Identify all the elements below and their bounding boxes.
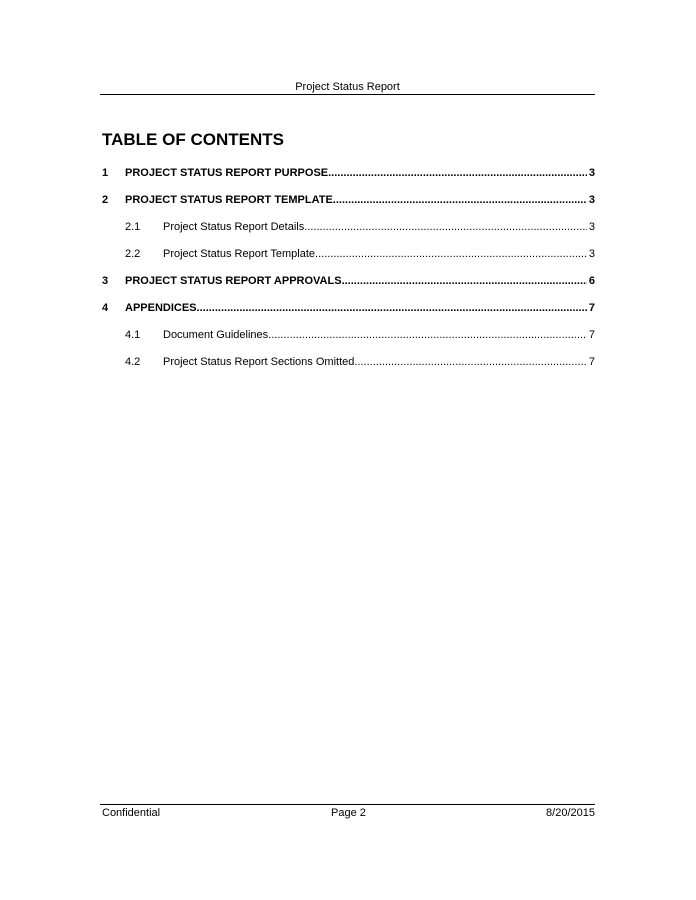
table-of-contents [102,159,595,375]
toc-entry-title: PROJECT STATUS REPORT TEMPLATE [125,193,333,206]
toc-entry-page: 7 [588,328,595,341]
toc-entry-title: APPENDICES [125,301,197,314]
dot-leader [328,167,587,179]
toc-entry-number: 2 [102,193,109,206]
dot-leader [304,221,587,233]
page-footer [102,807,595,819]
toc-entry-title: Project Status Report Details [163,220,305,233]
toc-entry-number: 4.1 [125,328,141,341]
toc-entry-title: PROJECT STATUS REPORT APPROVALS [125,274,342,287]
toc-entry[interactable] [102,159,595,186]
dot-leader [315,248,587,260]
toc-entry-number: 2.2 [125,247,141,260]
toc-entry-title: Project Status Report Template [163,247,316,260]
footer-date: 8/20/2015 [546,807,595,819]
dot-leader [354,356,587,368]
toc-entry-number: 2.1 [125,220,141,233]
toc-entry-page: 3 [588,220,595,233]
toc-heading: TABLE OF CONTENTS [102,130,284,149]
toc-entry[interactable] [102,348,595,375]
dot-leader [197,302,587,314]
toc-entry[interactable] [102,213,595,240]
toc-entry-number: 4.2 [125,355,141,368]
toc-entry-number: 1 [102,166,109,179]
toc-entry[interactable] [102,321,595,348]
toc-entry-page: 6 [588,274,595,287]
toc-entry-page: 7 [588,301,595,314]
toc-entry-title: PROJECT STATUS REPORT PURPOSE [125,166,329,179]
toc-entry-page: 3 [588,166,595,179]
page-header-title: Project Status Report [295,81,400,93]
toc-entry-number: 3 [102,274,109,287]
dot-leader [333,194,587,206]
toc-entry-number: 4 [102,301,109,314]
toc-entry[interactable] [102,294,595,321]
footer-confidential: Confidential [102,807,161,819]
toc-entry-title: Project Status Report Sections Omitted [163,355,355,368]
footer-divider [100,804,595,805]
toc-entry-page: 3 [588,247,595,260]
toc-entry-page: 7 [588,355,595,368]
dot-leader [268,329,587,341]
toc-entry[interactable] [102,186,595,213]
toc-entry[interactable] [102,240,595,267]
header-divider [100,94,595,95]
toc-entry-page: 3 [588,193,595,206]
toc-entry-title: Document Guidelines [163,328,269,341]
footer-page-number: Page 2 [331,807,366,819]
dot-leader [342,275,587,287]
toc-entry[interactable] [102,267,595,294]
